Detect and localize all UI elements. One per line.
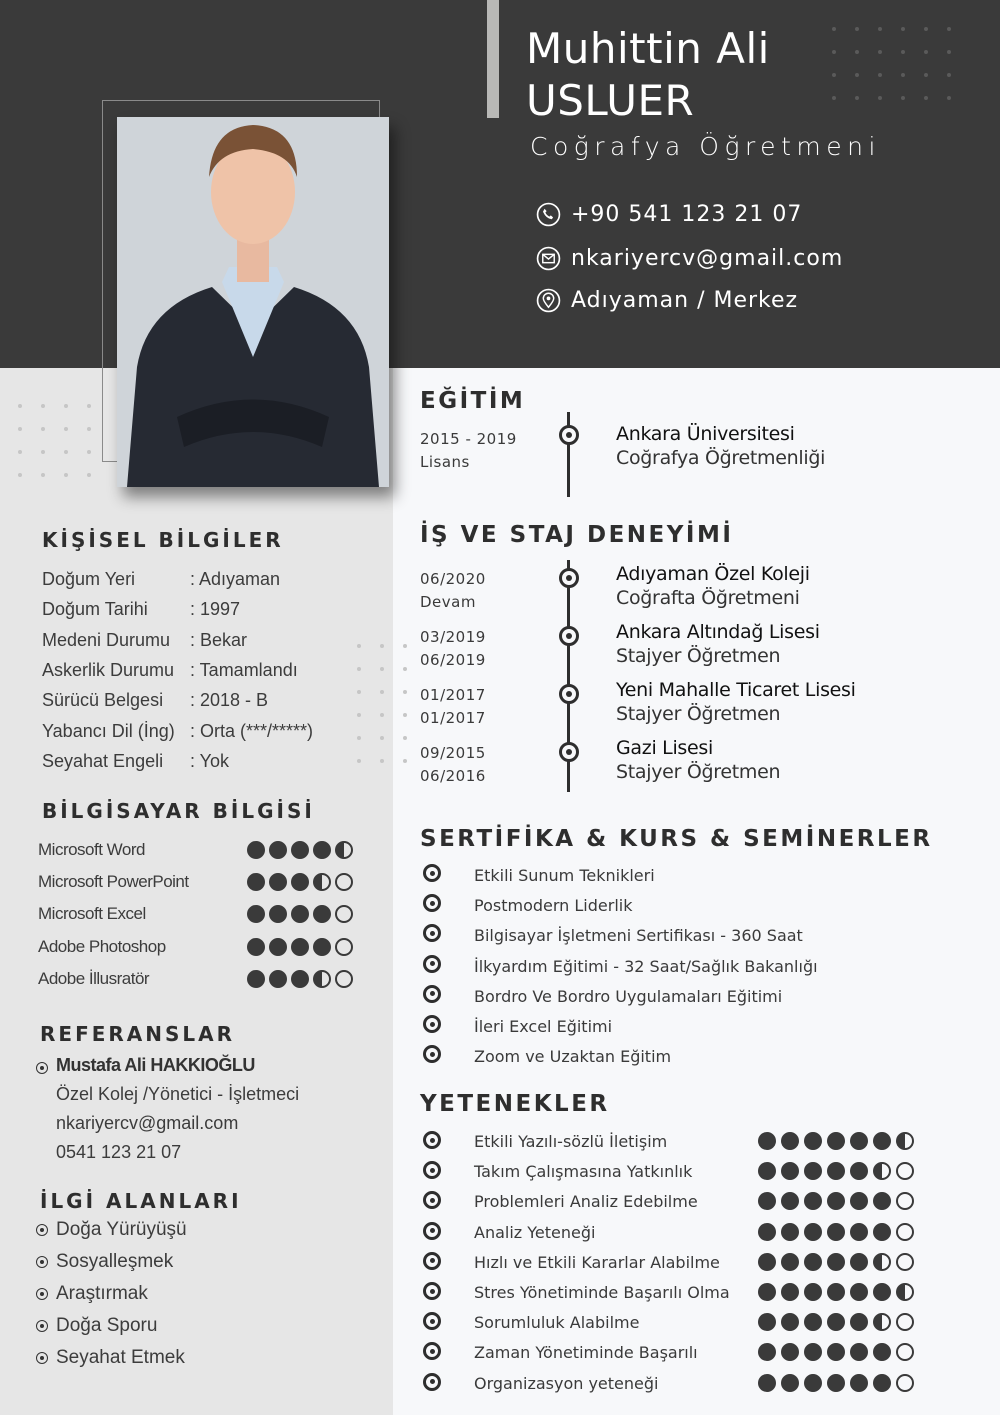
decor-dot bbox=[64, 450, 68, 454]
rating-dot-icon bbox=[850, 1253, 868, 1271]
decor-dot bbox=[357, 667, 361, 671]
certificate-item: İleri Excel Eğitimi bbox=[474, 1017, 613, 1036]
skill-rating bbox=[758, 1313, 914, 1331]
decor-dot bbox=[380, 644, 384, 648]
decor-dot bbox=[41, 427, 45, 431]
reference-role: Özel Kolej /Yönetici - İşletmeci bbox=[56, 1084, 300, 1104]
rating-dot-icon bbox=[335, 905, 353, 923]
skill-rating bbox=[758, 1192, 914, 1210]
decor-dot bbox=[855, 73, 859, 77]
decor-dot bbox=[403, 690, 407, 694]
rating-dot-icon bbox=[873, 1162, 891, 1180]
references-heading: REFERANSLAR bbox=[40, 1022, 236, 1046]
rating-dot-icon bbox=[896, 1374, 914, 1392]
skill-label: Hızlı ve Etkili Kararlar Alabilme bbox=[474, 1252, 720, 1272]
timeline-date-start: 06/2020 bbox=[420, 570, 486, 588]
timeline-node-icon bbox=[559, 684, 579, 704]
rating-dot-icon bbox=[896, 1313, 914, 1331]
decor-dot bbox=[924, 50, 928, 54]
skill-bullet-icon bbox=[423, 1373, 441, 1391]
timeline-title: Gazi Lisesi bbox=[616, 737, 713, 759]
rating-dot-icon bbox=[781, 1283, 799, 1301]
computer-skill-rating bbox=[247, 905, 353, 923]
skill-bullet-icon bbox=[423, 1222, 441, 1240]
decor-dot bbox=[18, 473, 22, 477]
rating-dot-icon bbox=[896, 1253, 914, 1271]
rating-dot-icon bbox=[873, 1374, 891, 1392]
rating-dot-icon bbox=[758, 1343, 776, 1361]
personal-info-value: : 1997 bbox=[190, 599, 241, 620]
skill-bullet-icon bbox=[423, 1282, 441, 1300]
decor-dot bbox=[924, 27, 928, 31]
skill-rating bbox=[758, 1132, 914, 1150]
decor-dot bbox=[832, 73, 836, 77]
rating-dot-icon bbox=[758, 1132, 776, 1150]
decor-dot bbox=[357, 644, 361, 648]
rating-dot-icon bbox=[781, 1343, 799, 1361]
personal-info-value: : Yok bbox=[190, 750, 230, 771]
phone-icon bbox=[536, 202, 561, 227]
name-accent-bar bbox=[487, 0, 499, 118]
personal-info-row bbox=[42, 751, 229, 781]
rating-dot-icon bbox=[313, 873, 331, 891]
decor-dot bbox=[64, 427, 68, 431]
email-text: nkariyercv@gmail.com bbox=[571, 246, 844, 271]
rating-dot-icon bbox=[804, 1132, 822, 1150]
rating-dot-icon bbox=[804, 1374, 822, 1392]
rating-dot-icon bbox=[758, 1374, 776, 1392]
timeline-subtitle: Stajyer Öğretmen bbox=[616, 761, 781, 783]
decor-dot bbox=[41, 450, 45, 454]
skill-rating bbox=[758, 1162, 914, 1180]
computer-heading: BİLGİSAYAR BİLGİSİ bbox=[42, 799, 315, 823]
timeline-date-end: Devam bbox=[420, 593, 476, 611]
decor-dot bbox=[357, 736, 361, 740]
personal-info-row bbox=[42, 569, 280, 599]
certificate-bullet-icon bbox=[423, 985, 441, 1003]
computer-skill-label: Microsoft Excel bbox=[38, 904, 146, 924]
rating-dot-icon bbox=[896, 1132, 914, 1150]
decor-dot bbox=[878, 96, 882, 100]
rating-dot-icon bbox=[758, 1253, 776, 1271]
rating-dot-icon bbox=[247, 938, 265, 956]
rating-dot-icon bbox=[850, 1223, 868, 1241]
rating-dot-icon bbox=[335, 841, 353, 859]
decor-dot bbox=[901, 50, 905, 54]
location-text: Adıyaman / Merkez bbox=[571, 288, 799, 313]
timeline-subtitle: Stajyer Öğretmen bbox=[616, 645, 781, 667]
skill-label: Analiz Yeteneği bbox=[474, 1222, 596, 1242]
rating-dot-icon bbox=[313, 905, 331, 923]
decor-dot bbox=[924, 73, 928, 77]
certificate-item: Postmodern Liderlik bbox=[474, 896, 633, 916]
rating-dot-icon bbox=[873, 1253, 891, 1271]
computer-skill-rating bbox=[247, 873, 353, 891]
rating-dot-icon bbox=[247, 841, 265, 859]
rating-dot-icon bbox=[269, 905, 287, 923]
decor-dot bbox=[18, 427, 22, 431]
rating-dot-icon bbox=[247, 970, 265, 988]
personal-info-row bbox=[42, 690, 268, 720]
computer-skill-rating bbox=[247, 841, 353, 859]
decor-dot bbox=[357, 690, 361, 694]
rating-dot-icon bbox=[827, 1313, 845, 1331]
rating-dot-icon bbox=[781, 1253, 799, 1271]
rating-dot-icon bbox=[335, 938, 353, 956]
rating-dot-icon bbox=[873, 1223, 891, 1241]
rating-dot-icon bbox=[827, 1162, 845, 1180]
rating-dot-icon bbox=[804, 1162, 822, 1180]
timeline-date-end: 06/2019 bbox=[420, 651, 486, 669]
rating-dot-icon bbox=[827, 1253, 845, 1271]
rating-dot-icon bbox=[850, 1162, 868, 1180]
interest-label: Doğa Sporu bbox=[56, 1315, 158, 1336]
timeline-date-start: 09/2015 bbox=[420, 744, 486, 762]
decor-dot bbox=[403, 667, 407, 671]
experience-heading: İŞ VE STAJ DENEYİMİ bbox=[420, 522, 734, 548]
rating-dot-icon bbox=[269, 841, 287, 859]
interest-label: Doğa Yürüyüşü bbox=[56, 1219, 187, 1240]
rating-dot-icon bbox=[804, 1223, 822, 1241]
rating-dot-icon bbox=[896, 1283, 914, 1301]
rating-dot-icon bbox=[827, 1223, 845, 1241]
rating-dot-icon bbox=[781, 1223, 799, 1241]
skill-bullet-icon bbox=[423, 1252, 441, 1270]
phone-text: +90 541 123 21 07 bbox=[571, 202, 803, 227]
interest-item bbox=[36, 1251, 173, 1273]
computer-skill-row bbox=[38, 969, 353, 989]
computer-skill-rating bbox=[247, 938, 353, 956]
decor-dot bbox=[18, 450, 22, 454]
certificate-bullet-icon bbox=[423, 864, 441, 882]
interest-bullet-icon bbox=[36, 1320, 48, 1332]
decor-dot bbox=[855, 96, 859, 100]
rating-dot-icon bbox=[804, 1343, 822, 1361]
decor-dot bbox=[924, 96, 928, 100]
skill-label: Stres Yönetiminde Başarılı Olma bbox=[474, 1283, 730, 1302]
skill-label: Takım Çalışmasına Yatkınlık bbox=[474, 1162, 693, 1182]
decor-dot bbox=[41, 404, 45, 408]
rating-dot-icon bbox=[781, 1374, 799, 1392]
decor-dot bbox=[64, 404, 68, 408]
timeline-title: Adıyaman Özel Koleji bbox=[616, 563, 810, 585]
rating-dot-icon bbox=[804, 1192, 822, 1210]
rating-dot-icon bbox=[291, 905, 309, 923]
certificate-bullet-icon bbox=[423, 1015, 441, 1033]
rating-dot-icon bbox=[873, 1343, 891, 1361]
decor-dots-left bbox=[18, 404, 91, 477]
timeline-node-icon bbox=[559, 425, 579, 445]
interest-bullet-icon bbox=[36, 1256, 48, 1268]
contact-location bbox=[536, 288, 798, 313]
rating-dot-icon bbox=[850, 1313, 868, 1331]
timeline-date-start: 2015 - 2019 bbox=[420, 430, 517, 448]
mail-icon bbox=[536, 246, 561, 271]
timeline-title: Yeni Mahalle Ticaret Lisesi bbox=[616, 679, 856, 701]
decor-dot bbox=[380, 713, 384, 717]
timeline-title: Ankara Altındağ Lisesi bbox=[616, 621, 820, 643]
decor-dot bbox=[357, 713, 361, 717]
rating-dot-icon bbox=[313, 841, 331, 859]
skill-bullet-icon bbox=[423, 1131, 441, 1149]
personal-info-row bbox=[42, 630, 247, 660]
computer-skill-rating bbox=[247, 970, 353, 988]
interest-bullet-icon bbox=[36, 1288, 48, 1300]
rating-dot-icon bbox=[781, 1313, 799, 1331]
reference-email: nkariyercv@gmail.com bbox=[56, 1113, 239, 1133]
certificate-item: Zoom ve Uzaktan Eğitim bbox=[474, 1047, 672, 1067]
decor-dot bbox=[403, 713, 407, 717]
education-heading: EĞİTİM bbox=[420, 388, 526, 414]
decor-dot bbox=[832, 50, 836, 54]
decor-dot bbox=[380, 690, 384, 694]
timeline-subtitle: Coğrafya Öğretmenliği bbox=[616, 447, 826, 469]
rating-dot-icon bbox=[827, 1132, 845, 1150]
certificate-bullet-icon bbox=[423, 955, 441, 973]
personal-info-value: : Orta (***/*****) bbox=[190, 720, 314, 741]
decor-dot bbox=[947, 96, 951, 100]
personal-info-label: Yabancı Dil (İng) bbox=[42, 720, 175, 741]
skill-rating bbox=[758, 1223, 914, 1241]
name-last: USLUER bbox=[526, 76, 695, 125]
interest-label: Seyahat Etmek bbox=[56, 1347, 185, 1368]
personal-info-label: Seyahat Engeli bbox=[42, 750, 164, 771]
rating-dot-icon bbox=[335, 970, 353, 988]
interest-label: Sosyalleşmek bbox=[56, 1251, 174, 1272]
decor-dot bbox=[855, 50, 859, 54]
rating-dot-icon bbox=[804, 1313, 822, 1331]
decor-dot bbox=[901, 96, 905, 100]
skill-rating bbox=[758, 1283, 914, 1301]
rating-dot-icon bbox=[873, 1313, 891, 1331]
rating-dot-icon bbox=[827, 1192, 845, 1210]
rating-dot-icon bbox=[850, 1343, 868, 1361]
rating-dot-icon bbox=[850, 1283, 868, 1301]
timeline-date-start: 03/2019 bbox=[420, 628, 486, 646]
rating-dot-icon bbox=[850, 1192, 868, 1210]
decor-dot bbox=[878, 50, 882, 54]
personal-info-row bbox=[42, 599, 240, 629]
rating-dot-icon bbox=[804, 1283, 822, 1301]
decor-dot bbox=[878, 27, 882, 31]
skill-rating bbox=[758, 1374, 914, 1392]
contact-email bbox=[536, 246, 843, 271]
rating-dot-icon bbox=[873, 1192, 891, 1210]
skill-label: Zaman Yönetiminde Başarılı bbox=[474, 1343, 698, 1363]
decor-dot bbox=[87, 450, 91, 454]
rating-dot-icon bbox=[850, 1132, 868, 1150]
skill-label: Organizasyon yeteneği bbox=[474, 1373, 659, 1393]
decor-dot bbox=[832, 27, 836, 31]
rating-dot-icon bbox=[850, 1374, 868, 1392]
decor-dot bbox=[18, 404, 22, 408]
timeline-node-icon bbox=[559, 568, 579, 588]
personal-info-label: Sürücü Belgesi bbox=[42, 690, 164, 711]
decor-dot bbox=[878, 73, 882, 77]
computer-skill-label: Microsoft PowerPoint bbox=[38, 872, 189, 892]
decor-dot bbox=[403, 644, 407, 648]
timeline-date-start: 01/2017 bbox=[420, 686, 486, 704]
certificate-item: Bilgisayar İşletmeni Sertifikası - 360 Saat bbox=[474, 926, 803, 946]
computer-skill-row bbox=[38, 840, 353, 860]
skill-rating bbox=[758, 1343, 914, 1361]
decor-dots-top-right bbox=[832, 27, 951, 100]
decor-dot bbox=[380, 736, 384, 740]
interest-item bbox=[36, 1315, 157, 1337]
decor-dot bbox=[901, 73, 905, 77]
name-first: Muhittin Ali bbox=[526, 24, 770, 73]
decor-dot bbox=[87, 404, 91, 408]
certificate-item: İlkyardım Eğitimi - 32 Saat/Sağlık Bakanlığı bbox=[474, 956, 818, 976]
timeline-title: Ankara Üniversitesi bbox=[616, 423, 795, 445]
skill-rating bbox=[758, 1253, 914, 1271]
reference-name: Mustafa Ali HAKKIOĞLU bbox=[56, 1055, 255, 1075]
rating-dot-icon bbox=[758, 1192, 776, 1210]
rating-dot-icon bbox=[313, 938, 331, 956]
rating-dot-icon bbox=[873, 1283, 891, 1301]
rating-dot-icon bbox=[758, 1313, 776, 1331]
personal-info-label: Doğum Tarihi bbox=[42, 599, 148, 620]
rating-dot-icon bbox=[781, 1162, 799, 1180]
rating-dot-icon bbox=[247, 905, 265, 923]
rating-dot-icon bbox=[873, 1132, 891, 1150]
personal-info-value: : Bekar bbox=[190, 629, 248, 650]
personal-info-value: : Tamamlandı bbox=[190, 659, 298, 680]
rating-dot-icon bbox=[313, 970, 331, 988]
rating-dot-icon bbox=[758, 1162, 776, 1180]
decor-dot bbox=[87, 473, 91, 477]
rating-dot-icon bbox=[247, 873, 265, 891]
computer-skill-label: Microsoft Word bbox=[38, 840, 145, 859]
rating-dot-icon bbox=[291, 873, 309, 891]
computer-skill-label: Adobe İllusratör bbox=[38, 968, 150, 988]
computer-skill-row bbox=[38, 904, 353, 924]
rating-dot-icon bbox=[804, 1253, 822, 1271]
decor-dot bbox=[380, 667, 384, 671]
rating-dot-icon bbox=[896, 1223, 914, 1241]
decor-dot bbox=[64, 473, 68, 477]
certificate-item: Bordro Ve Bordro Uygulamaları Eğitimi bbox=[474, 986, 783, 1006]
computer-skill-row bbox=[38, 937, 353, 957]
rating-dot-icon bbox=[827, 1343, 845, 1361]
rating-dot-icon bbox=[269, 938, 287, 956]
skill-label: Etkili Yazılı-sözlü İletişim bbox=[474, 1132, 668, 1151]
decor-dot bbox=[832, 96, 836, 100]
location-pin-icon bbox=[536, 288, 561, 313]
rating-dot-icon bbox=[827, 1283, 845, 1301]
decor-dot bbox=[380, 759, 384, 763]
decor-dot bbox=[947, 50, 951, 54]
rating-dot-icon bbox=[291, 841, 309, 859]
personal-info-row bbox=[42, 660, 298, 690]
rating-dot-icon bbox=[291, 970, 309, 988]
reference-bullet-icon bbox=[36, 1062, 48, 1074]
personal-info-value: : 2018 - B bbox=[190, 690, 269, 711]
rating-dot-icon bbox=[269, 873, 287, 891]
decor-dots-middle bbox=[357, 644, 407, 763]
contact-phone bbox=[536, 202, 802, 227]
decor-dot bbox=[87, 427, 91, 431]
timeline-subtitle: Stajyer Öğretmen bbox=[616, 703, 781, 725]
interest-item bbox=[36, 1347, 185, 1369]
decor-dot bbox=[947, 27, 951, 31]
decor-dot bbox=[947, 73, 951, 77]
skills-heading: YETENEKLER bbox=[420, 1091, 610, 1117]
interest-bullet-icon bbox=[36, 1352, 48, 1364]
decor-dot bbox=[403, 759, 407, 763]
rating-dot-icon bbox=[896, 1192, 914, 1210]
person-avatar-icon bbox=[117, 117, 389, 487]
timeline-subtitle: Coğrafta Öğretmeni bbox=[616, 587, 800, 609]
interest-item bbox=[36, 1283, 148, 1305]
decor-dot bbox=[855, 27, 859, 31]
rating-dot-icon bbox=[781, 1132, 799, 1150]
rating-dot-icon bbox=[781, 1192, 799, 1210]
certificate-item: Etkili Sunum Teknikleri bbox=[474, 866, 655, 885]
decor-dot bbox=[901, 27, 905, 31]
reference-phone: 0541 123 21 07 bbox=[56, 1142, 182, 1162]
timeline-node-icon bbox=[559, 742, 579, 762]
job-title: Coğrafya Öğretmeni bbox=[530, 132, 881, 161]
rating-dot-icon bbox=[896, 1343, 914, 1361]
rating-dot-icon bbox=[758, 1223, 776, 1241]
decor-dot bbox=[357, 759, 361, 763]
personal-info-row bbox=[42, 721, 313, 751]
skill-label: Problemleri Analiz Edebilme bbox=[474, 1192, 698, 1212]
rating-dot-icon bbox=[269, 970, 287, 988]
interest-label: Araştırmak bbox=[56, 1283, 148, 1304]
decor-dot bbox=[41, 473, 45, 477]
timeline-date-end: 01/2017 bbox=[420, 709, 486, 727]
personal-info-value: : Adıyaman bbox=[190, 569, 281, 589]
rating-dot-icon bbox=[896, 1162, 914, 1180]
profile-photo bbox=[117, 117, 389, 487]
certificates-heading: SERTİFİKA & KURS & SEMİNERLER bbox=[420, 826, 933, 852]
personal-info-label: Doğum Yeri bbox=[42, 569, 136, 589]
rating-dot-icon bbox=[335, 873, 353, 891]
decor-dot bbox=[403, 736, 407, 740]
personal-info-label: Medeni Durumu bbox=[42, 629, 171, 650]
interest-bullet-icon bbox=[36, 1224, 48, 1236]
rating-dot-icon bbox=[827, 1374, 845, 1392]
interests-heading: İLGİ ALANLARI bbox=[40, 1189, 242, 1213]
rating-dot-icon bbox=[758, 1283, 776, 1301]
interest-item bbox=[36, 1219, 187, 1241]
timeline-date-end: 06/2016 bbox=[420, 767, 486, 785]
personal-info-label: Askerlik Durumu bbox=[42, 659, 175, 680]
timeline-date-end: Lisans bbox=[420, 453, 470, 471]
computer-skill-row bbox=[38, 872, 353, 892]
skill-label: Sorumluluk Alabilme bbox=[474, 1313, 640, 1333]
timeline-node-icon bbox=[559, 626, 579, 646]
rating-dot-icon bbox=[291, 938, 309, 956]
personal-heading: KİŞİSEL BİLGİLER bbox=[42, 528, 284, 552]
computer-skill-label: Adobe Photoshop bbox=[38, 936, 166, 956]
